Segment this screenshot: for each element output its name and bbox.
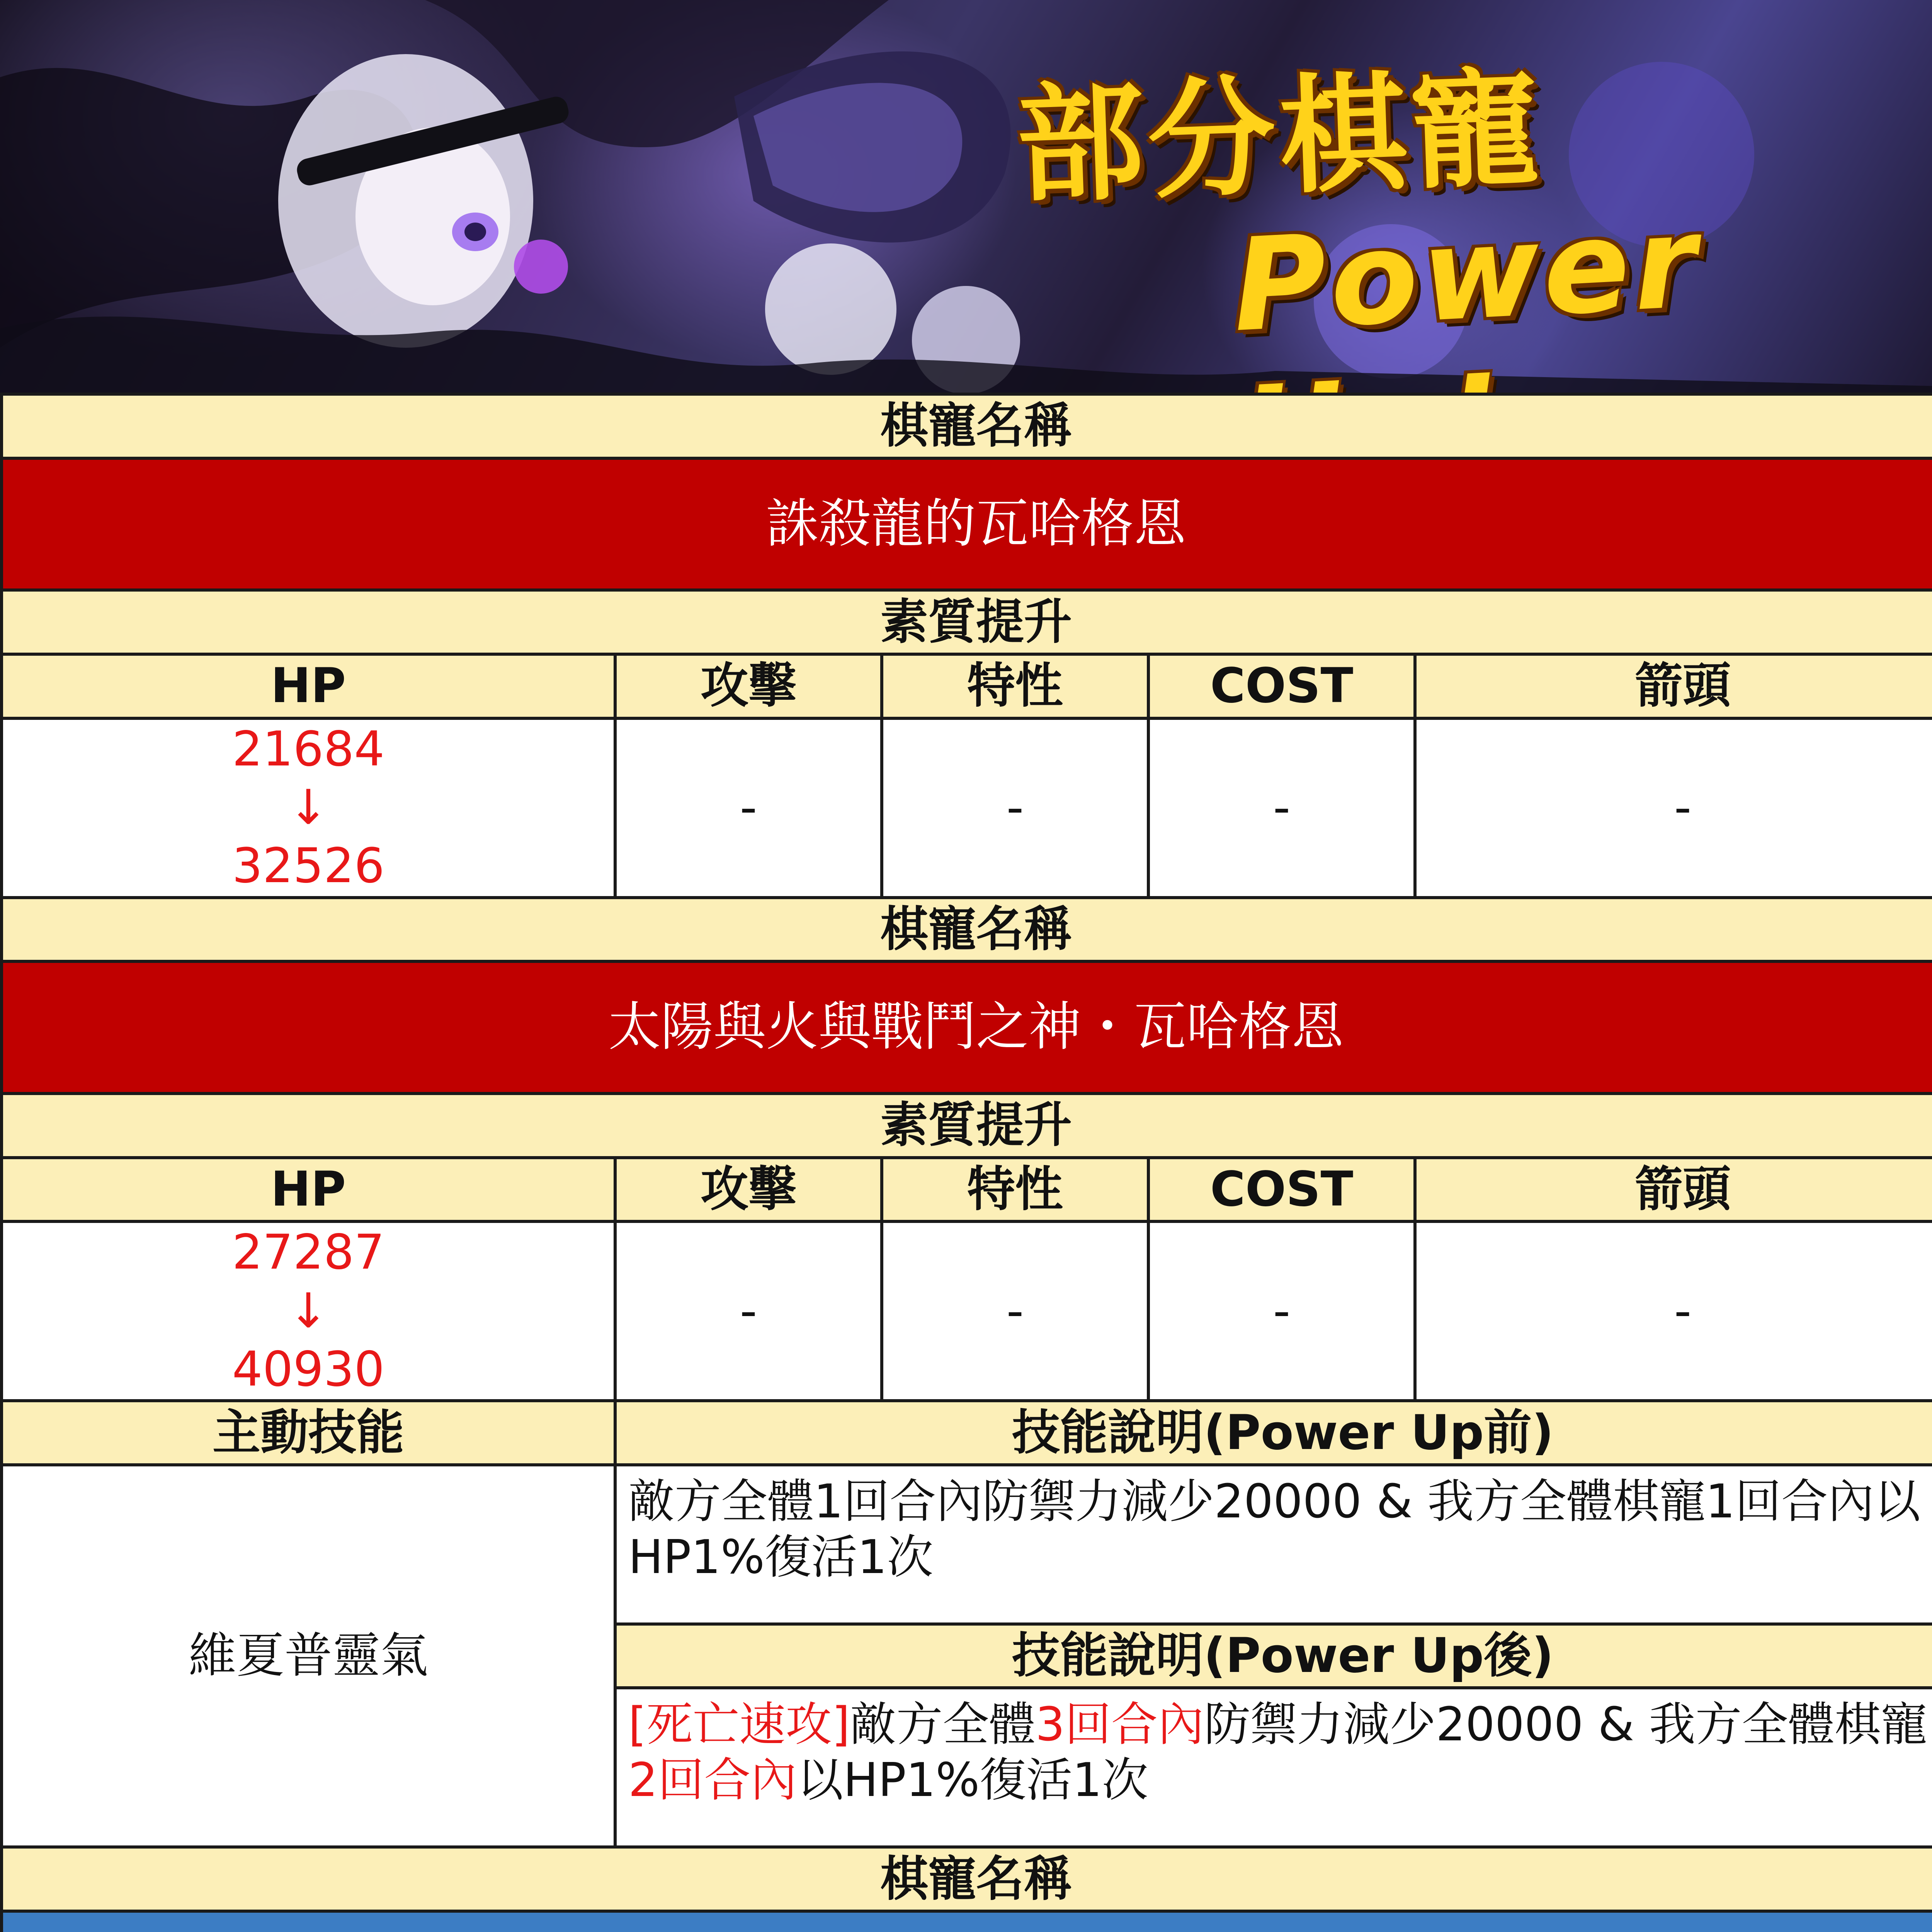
trait-header: 特性 xyxy=(882,1158,1148,1222)
down-arrow: ↓ xyxy=(288,1283,328,1339)
arrow-header: 箭頭 xyxy=(1415,1158,1932,1222)
attack-header: 攻擊 xyxy=(615,654,882,718)
hp-value-cell xyxy=(2,1221,615,1401)
power-up-table xyxy=(0,393,1932,1932)
banner-title-line2: Power xyxy=(1229,187,1704,361)
hp-before: 21684 xyxy=(232,721,385,777)
cost-value: - xyxy=(1148,718,1415,898)
trait-value: - xyxy=(882,1221,1148,1401)
pet-name-header: 棋寵名稱 xyxy=(2,1847,1932,1911)
trait-value: - xyxy=(882,718,1148,898)
pet-name-header: 棋寵名稱 xyxy=(2,898,1932,962)
pet-name-header: 棋寵名稱 xyxy=(2,394,1932,458)
arrow-value: - xyxy=(1415,1221,1932,1401)
down-arrow: ↓ xyxy=(288,780,328,836)
attribute-up-header: 素質提升 xyxy=(2,1094,1932,1158)
skill-highlight: 2回合內 xyxy=(628,1753,797,1808)
arrow-header: 箭頭 xyxy=(1415,654,1932,718)
skill-after-header: 技能說明(Power Up後) xyxy=(615,1624,1932,1688)
banner-title-line1: 部分棋寵 xyxy=(1014,54,1545,221)
cost-header: COST xyxy=(1148,1158,1415,1222)
pet-name: 太陽與火與戰鬥之神・瓦哈格恩 xyxy=(2,961,1932,1094)
active-skill-header: 主動技能 xyxy=(2,1401,615,1465)
skill-before-desc: 敵方全體1回合內防禦力減少20000 & 我方全體棋寵1回合內以HP1%復活1次 xyxy=(615,1465,1932,1624)
skill-name: 維夏普靈氣 xyxy=(2,1465,615,1847)
cost-value: - xyxy=(1148,1221,1415,1401)
trait-header: 特性 xyxy=(882,654,1148,718)
skill-before-header: 技能說明(Power Up前) xyxy=(615,1401,1932,1465)
skill-text: 敵方全體 xyxy=(850,1698,1036,1752)
skill-text: 以HP1%復活1次 xyxy=(797,1753,1148,1808)
skill-tag: [死亡速攻] xyxy=(628,1698,850,1752)
hp-value-cell xyxy=(2,718,615,898)
pet-name xyxy=(2,1911,1932,1932)
hp-header: HP xyxy=(2,1158,615,1222)
arrow-value: - xyxy=(1415,718,1932,898)
hp-after: 32526 xyxy=(232,838,385,894)
cost-header: COST xyxy=(1148,654,1415,718)
skill-after-desc xyxy=(615,1688,1932,1847)
hp-before: 27287 xyxy=(232,1225,385,1281)
hp-after: 40930 xyxy=(232,1341,385,1397)
banner xyxy=(0,0,1932,393)
attribute-up-header: 素質提升 xyxy=(2,590,1932,654)
skill-highlight: 3回合內 xyxy=(1035,1698,1204,1752)
skill-text: 防禦力減少20000 & 我方全體棋寵 xyxy=(1204,1698,1927,1752)
pet-name: 誅殺龍的瓦哈格恩 xyxy=(2,458,1932,590)
attack-value: - xyxy=(615,1221,882,1401)
attack-header: 攻擊 xyxy=(615,1158,882,1222)
attack-value: - xyxy=(615,718,882,898)
hp-header: HP xyxy=(2,654,615,718)
